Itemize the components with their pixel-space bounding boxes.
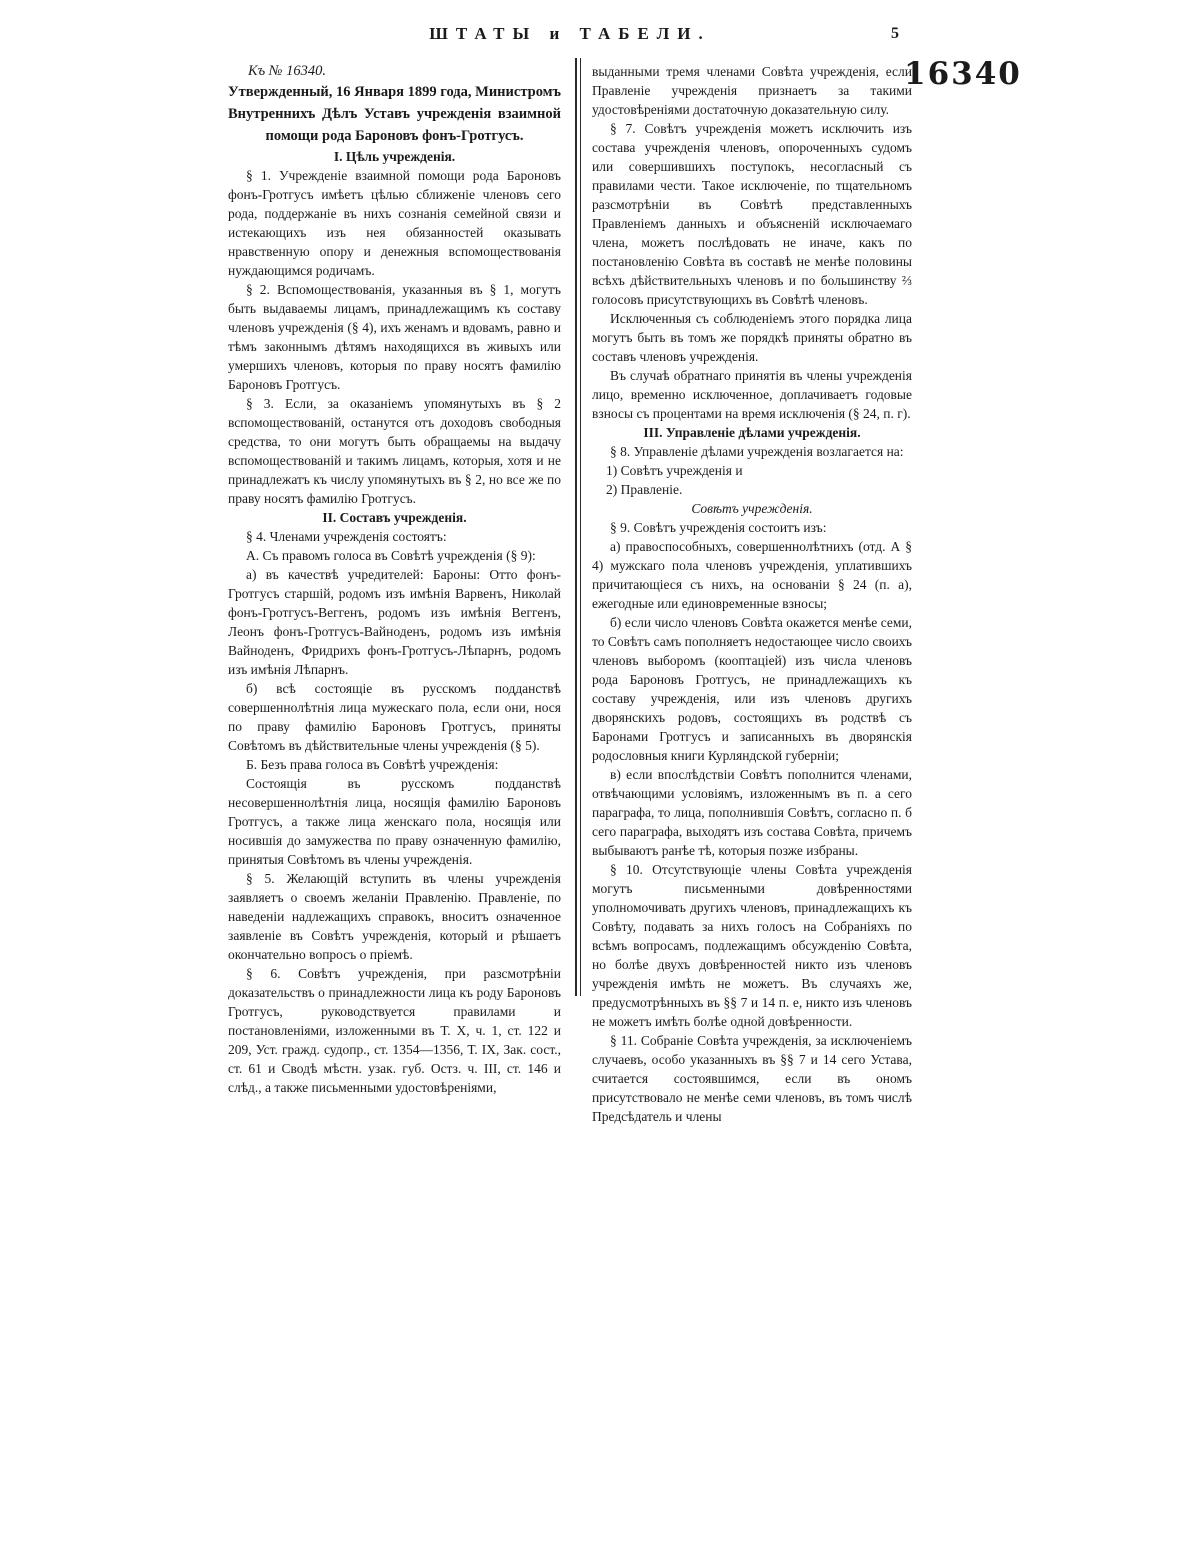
paragraph-9-intro: § 9. Совѣтъ учрежденія состоитъ изъ:: [610, 520, 827, 535]
paragraph-4-point-B: Б. Безъ права голоса въ Совѣтѣ учрежденія:: [246, 757, 499, 772]
paragraph-2: § 2. Вспомоществованія, указанныя въ § 1, могутъ быть выдаваемы лицамъ, принадлежащимъ къ составу членовъ учрежденія (§ 4), ихъ женамъ и вдовамъ, равно и тѣмъ законнымъ дѣтямъ находящихся въ живыхъ или умершихъ членовъ, которыя по праву носятъ фамилію Бароновъ Гротгусъ.: [228, 282, 561, 392]
section-heading-members: II. Составъ учрежденія.: [322, 510, 467, 525]
paragraph-8-intro: § 8. Управленіе дѣлами учрежденія возлагается на:: [610, 444, 904, 459]
paragraph-4-point-b: б) всѣ состоящіе въ русскомъ подданствѣ совершеннолѣтнія лица мужескаго пола, если они, нося по праву фамилію Бароновъ Гротгусъ, приняты Совѣтомъ въ дѣйствительные члены учрежденія (§ 5).: [228, 681, 561, 753]
subheading-council: Совѣтъ учрежденія.: [691, 501, 813, 516]
running-head-title: ШТАТЫ и ТАБЕЛИ.: [429, 24, 711, 43]
section-heading-management: III. Управленіе дѣлами учрежденія.: [643, 425, 861, 440]
section-heading-goal: I. Цѣль учрежденія.: [333, 149, 456, 164]
paragraph-3: § 3. Если, за оказаніемъ упомянутыхъ въ § 2 вспомоществованій, останутся отъ доходовъ свободныя средства, то они могутъ быть обращаемы на выдачу вспомоществованій и такимъ лицамъ, которыя, хотя и не принадлежатъ къ числу упомянутыхъ въ § 2, но все же по праву носятъ фамилію Гротгусъ.: [228, 396, 561, 506]
paragraph-6-continuation: выданными тремя членами Совѣта учрежденія, если Правленіе учрежденія признаетъ за такими удостовѣреніями достаточную доказательную силу.: [592, 64, 912, 117]
paragraph-9-point-a: а) правоспособныхъ, совершеннолѣтнихъ (отд. А § 4) мужскаго пола членовъ учрежденія, уплатившихъ причитающіеся съ нихъ, на основаніи § 24 (п. а), ежегодные или единовременные взносы;: [592, 539, 912, 611]
paragraph-4-point-B-text: Состоящія въ русскомъ подданствѣ несовершеннолѣтнія лица, носящія фамилію Бароновъ Гротгусъ, а также лица женскаго пола, носящія или носившія до замужества по праву означенную фамилію, принятыя Совѣтомъ въ члены учрежденія.: [228, 776, 561, 867]
right-column: [592, 62, 912, 1126]
paragraph-8-item-2: 2) Правленіе.: [606, 482, 683, 497]
paragraph-9-point-b: б) если число членовъ Совѣта окажется менѣе семи, то Совѣтъ самъ пополняетъ недостающее число своихъ членовъ выборомъ (кооптаціей) изъ числа членовъ рода Бароновъ Гротгусъ, не принадлежащихъ къ составу учрежденія, или изъ членовъ другихъ дворянскихъ родовъ, состоящихъ въ родствѣ съ Баронами Гротгусъ и записанныхъ въ дворянскія родословныя книги Курляндской губерніи;: [592, 615, 913, 763]
paragraph-7: § 7. Совѣтъ учрежденія можетъ исключить изъ состава учрежденія членовъ, опороченныхъ судомъ или совершившихъ поступокъ, несогласный съ правилами чести. Такое исключеніе, по тщательномъ разсмотрѣніи въ Совѣтѣ представленныхъ Правленіемъ данныхъ и объясненій исключаемаго члена, можетъ послѣдовать не иначе, какъ по постановленію Совѣта въ составѣ не менѣе половины всѣхъ дѣйствительныхъ членовъ и по большинству ⅔ голосовъ присутствующихъ въ Совѣтѣ членовъ.: [592, 121, 912, 307]
paragraph-7-continuation-2: Въ случаѣ обратнаго принятія въ члены учрежденія лицо, временно исключенное, доплачиваетъ годовые взносы съ процентами на время исключенія (§ 24, п. г).: [592, 368, 912, 421]
paragraph-4-point-a: а) въ качествѣ учредителей: Бароны: Отто фонъ-Гротгусъ старшій, родомъ изъ имѣнія Варвенъ, Николай фонъ-Гротгусъ-Веггенъ, родомъ изъ имѣнія Веггенъ, Леонъ фонъ-Гротгусъ-Вайноденъ, родомъ изъ имѣнія Вайноденъ, Фридрихъ фонъ-Гротгусъ-Лѣпарнъ, родомъ изъ имѣнія Лѣпарнъ.: [228, 567, 561, 677]
paragraph-7-continuation-1: Исключенныя съ соблюденіемъ этого порядка лица могутъ быть въ томъ же порядкѣ приняты обратно въ составъ членовъ учрежденія.: [592, 311, 912, 364]
paragraph-4-intro: § 4. Членами учрежденія состоятъ:: [246, 529, 447, 544]
act-margin-number: 16340: [904, 56, 1022, 92]
paragraph-4-point-A: А. Съ правомъ голоса въ Совѣтѣ учрежденія (§ 9):: [246, 548, 536, 563]
column-divider-rule: [575, 58, 581, 996]
doc-reference: Къ № 16340.: [248, 63, 326, 79]
paragraph-5: § 5. Желающій вступить въ члены учрежденія заявляетъ о своемъ желаніи Правленію. Правленіе, по наведеніи надлежащихъ справокъ, вноситъ означенное заявленіе въ Совѣтъ учрежденія, который и рѣшаетъ окончательно вопросъ о пріемѣ.: [228, 871, 561, 962]
paragraph-6: § 6. Совѣтъ учрежденія, при разсмотрѣніи доказательствъ о принадлежности лица къ роду Бароновъ Гротгусъ, руководствуется правилами и постановленіями, изложенными въ Т. X, ч. 1, ст. 122 и 209, Уст. гражд. судопр., ст. 1354—1356, Т. IX, Зак. сост., ст. 61 и Сводѣ мѣстн. узак. губ. Остз. ч. III, ст. 146 и слѣд., а также письменными удостовѣреніями,: [228, 966, 561, 1095]
paragraph-10: § 10. Отсутствующіе члены Совѣта учрежденія могутъ письменными довѣренностями уполномочивать другихъ членовъ, принадлежащихъ къ Совѣту, подавать за нихъ голосъ на Собраніяхъ по всѣмъ вопросамъ, подлежащимъ обсужденію Совѣта, но болѣе двухъ довѣренностей никто изъ членовъ учрежденія имѣть не можетъ. Въ случаяхъ же, предусмотрѣнныхъ въ §§ 7 и 14 п. е, никто изъ членовъ не можетъ имѣть болѣе одной довѣренности.: [592, 862, 912, 1029]
page-number: 5: [891, 25, 899, 42]
paragraph-9-point-v: в) если впослѣдствіи Совѣтъ пополнится членами, отвѣчающими условіямъ, изложеннымъ въ п. а сего параграфа, то лица, пополнившія Совѣтъ, согласно п. б сего параграфа, выходятъ изъ состава Совѣта, причемъ выбываютъ ранѣе тѣ, которыя позже избраны.: [592, 767, 912, 858]
paragraph-1: § 1. Учрежденіе взаимной помощи рода Бароновъ фонъ-Гротгусъ имѣетъ цѣлью сближеніе членовъ сего рода, поддержаніе въ нихъ сознанія семейной связи и истекающихъ изъ нея обязанностей оказывать нравственную опору и денежныя вспомоществованія нуждающимся родичамъ.: [228, 168, 561, 278]
paragraph-8-item-1: 1) Совѣтъ учрежденія и: [606, 463, 743, 478]
paragraph-11: § 11. Собраніе Совѣта учрежденія, за исключеніемъ случаевъ, особо указанныхъ въ §§ 7 и 14 сего Устава, считается состоявшимся, если въ ономъ присутствовало не менѣе семи членовъ, въ томъ числѣ Предсѣдатель и члены: [592, 1033, 912, 1124]
approval-intro: Утвержденный, 16 Января 1899 года, Министромъ Внутреннихъ Дѣлъ Уставъ учрежденія взаимной помощи рода Бароновъ фонъ-Гротгусъ.: [228, 84, 561, 144]
left-column: [228, 62, 561, 1097]
